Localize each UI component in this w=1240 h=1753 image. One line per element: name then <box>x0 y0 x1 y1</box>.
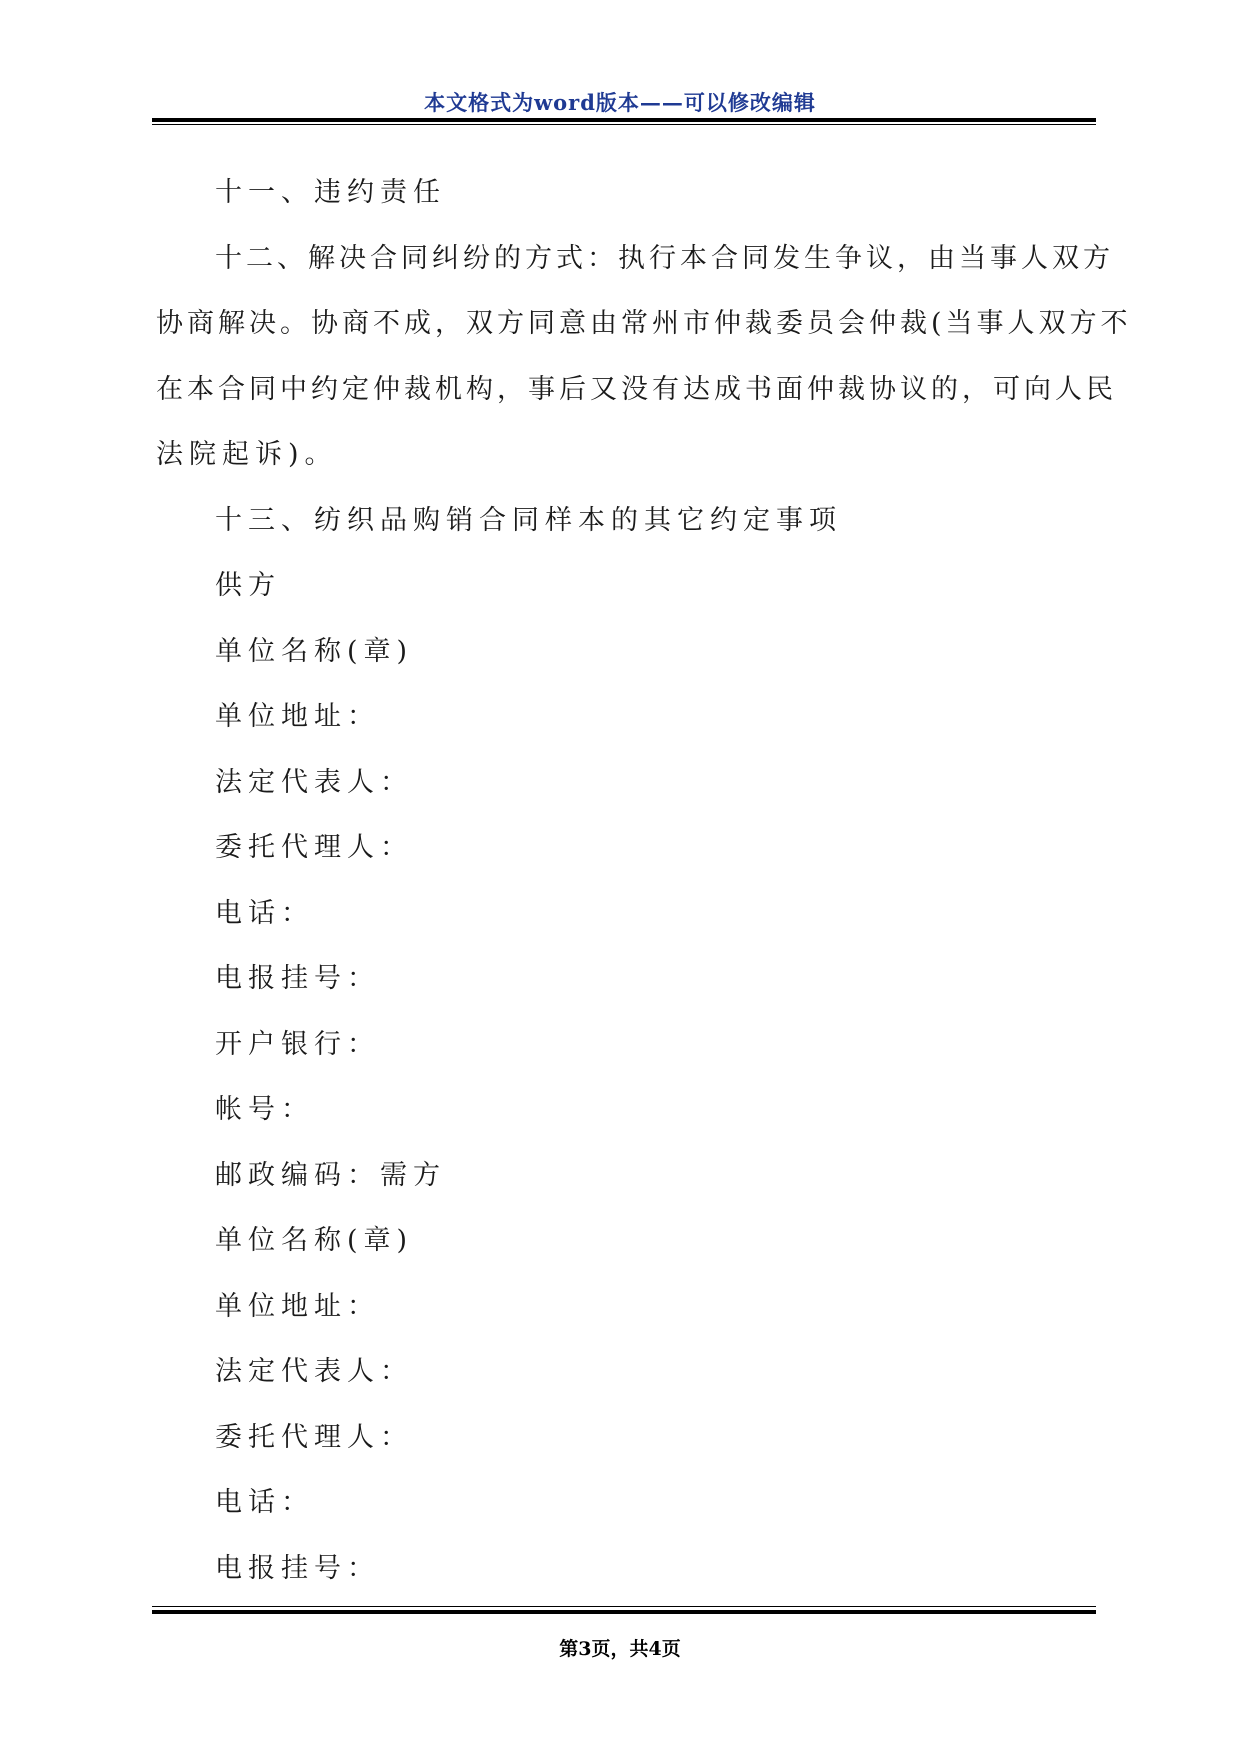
header-divider-thin <box>152 124 1096 125</box>
header-divider-thick <box>152 118 1096 122</box>
buyer-field-address: 单位地址： <box>215 1290 380 1322</box>
supplier-field-phone: 电话： <box>215 897 314 929</box>
page-number: 第3页，共4页 <box>559 1638 681 1660</box>
footer-divider-thin <box>152 1606 1096 1607</box>
supplier-field-agent: 委托代理人： <box>215 832 413 863</box>
supplier-field-telegraph: 电报挂号： <box>215 963 380 994</box>
buyer-field-agent: 委托代理人： <box>215 1421 413 1453</box>
clause-12-line-2: 协商解决。协商不成，双方同意由常州市仲裁委员会仲裁(当事人双方不 <box>156 308 1132 339</box>
supplier-field-account: 帐号： <box>215 1094 314 1125</box>
buyer-field-telegraph: 电报挂号： <box>215 1552 380 1584</box>
document-header-title: 本文格式为word版本——可以修改编辑 <box>424 90 816 115</box>
supplier-heading: 供方 <box>215 570 281 601</box>
supplier-field-legal-rep: 法定代表人： <box>215 766 413 798</box>
buyer-field-phone: 电话： <box>215 1487 314 1518</box>
supplier-field-postcode-buyer-heading: 邮政编码：需方 <box>215 1159 446 1191</box>
buyer-field-legal-rep: 法定代表人： <box>215 1356 413 1387</box>
supplier-field-address: 单位地址： <box>215 701 380 732</box>
supplier-field-company-name: 单位名称(章) <box>215 635 414 667</box>
footer-divider-thick <box>152 1610 1096 1614</box>
clause-12-line-1: 十二、解决合同纠纷的方式：执行本合同发生争议，由当事人双方 <box>215 242 1114 274</box>
clause-12-line-4: 法院起诉)。 <box>156 439 338 470</box>
supplier-field-bank: 开户银行： <box>215 1028 380 1060</box>
clause-13: 十三、纺织品购销合同样本的其它约定事项 <box>215 504 842 536</box>
clause-11: 十一、违约责任 <box>215 177 446 208</box>
buyer-field-company-name: 单位名称(章) <box>215 1225 414 1256</box>
document-body <box>156 160 1132 1601</box>
clause-12-line-3: 在本合同中约定仲裁机构，事后又没有达成书面仲裁协议的，可向人民 <box>156 373 1117 405</box>
